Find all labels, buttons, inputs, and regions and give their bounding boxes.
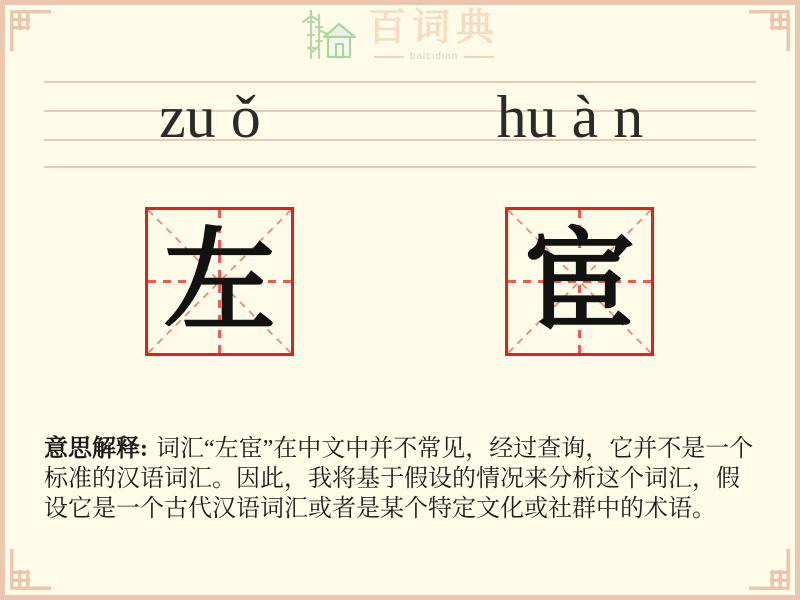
pinyin-guide-line	[44, 166, 756, 168]
definition-text: 词汇“左宦”在中文中并不常见，经过查询，它并不是一个标准的汉语词汇。因此，我将基于假设的情况来分析这个词汇，假设它是一个古代汉语词汇或者是某个特定文化或社群中的术语。	[44, 436, 754, 522]
logo	[300, 6, 500, 62]
brand-name: 百词典	[368, 7, 501, 49]
pinyin-guide-line	[44, 81, 756, 83]
brand-romanized-text: baicidian	[409, 51, 459, 62]
bamboo-house-icon	[300, 6, 358, 62]
character-grid-box	[145, 207, 294, 356]
divider-dash	[374, 56, 404, 58]
corner-ornament-icon	[749, 5, 795, 51]
definition-label: 意思解释:	[44, 436, 148, 462]
hanzi-character: 宦	[523, 215, 636, 347]
corner-ornament-icon	[5, 5, 51, 51]
divider-dash	[464, 56, 494, 58]
definition-paragraph	[44, 434, 760, 524]
pinyin-syllable: zu ǒ	[159, 84, 261, 150]
pinyin-syllable: hu à n	[496, 84, 644, 150]
corner-ornament-icon	[5, 549, 51, 595]
brand-romanized	[374, 51, 494, 62]
corner-ornament-icon	[749, 549, 795, 595]
character-grid-box	[505, 207, 654, 356]
hanzi-character: 左	[163, 215, 276, 347]
